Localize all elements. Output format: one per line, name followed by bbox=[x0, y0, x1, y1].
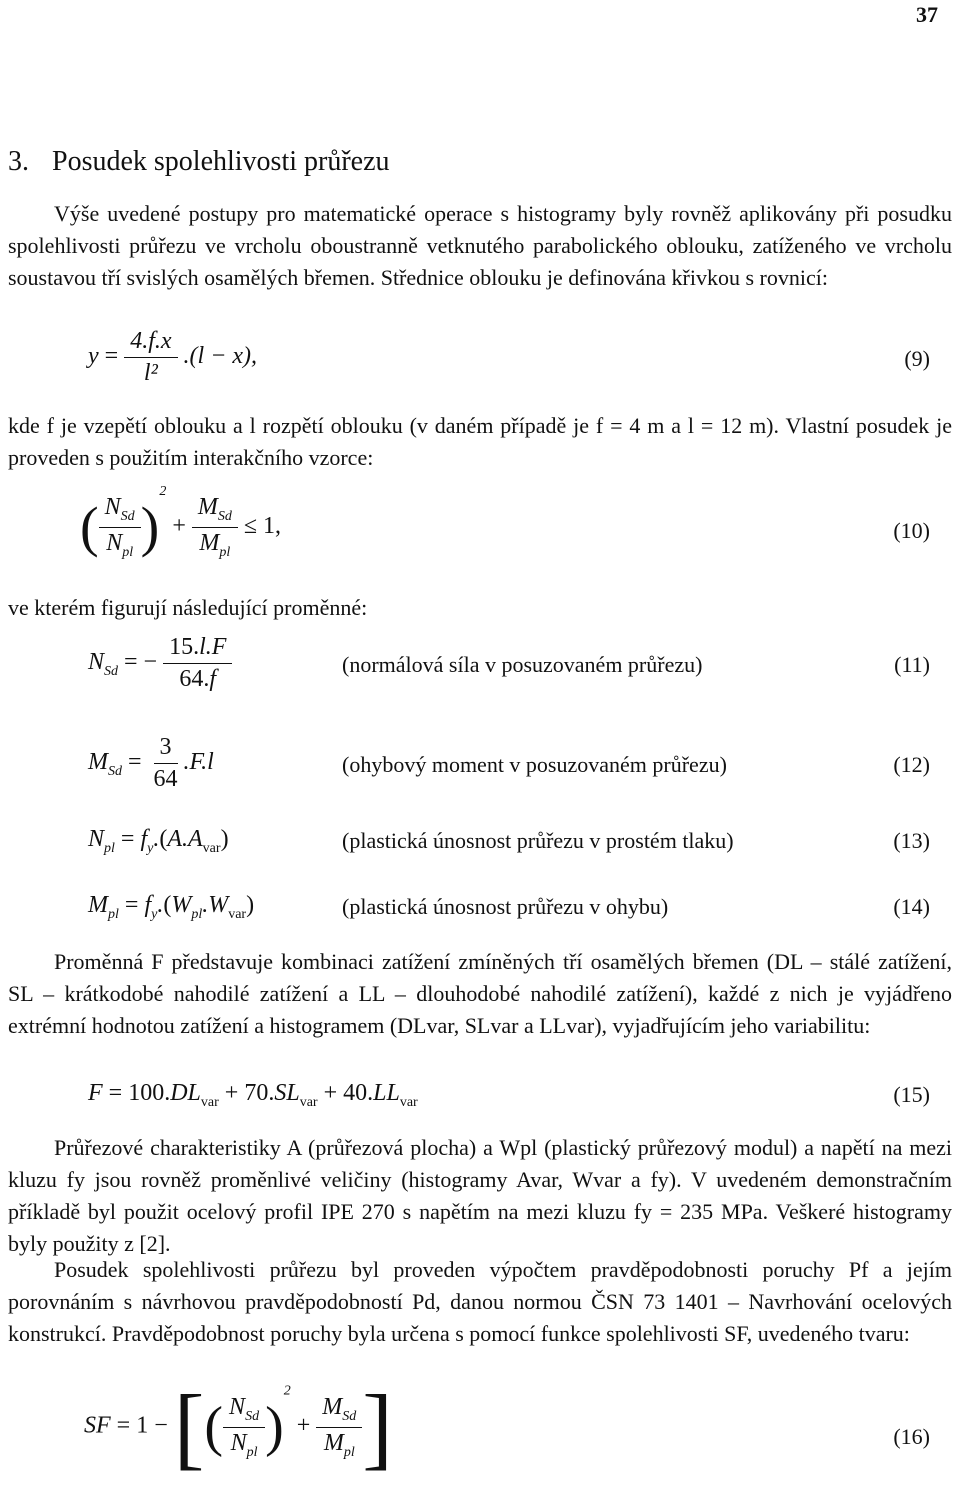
equation-12: $M_{Sd}$ = $\frac{3}{64}$ .F.l (ohybový moment v posuzovaném průřezu) (12) bbox=[88, 734, 930, 792]
equation-13: $N_{pl} = f_y.(A.A_{var})$ (plastická únosnost průřezu v prostém tlaku) (13) bbox=[88, 826, 930, 856]
page-number: 37 bbox=[916, 2, 938, 27]
paragraph-variables: ve kterém figurují následující proměnné: bbox=[8, 595, 368, 620]
paragraph-intro: Výše uvedené postupy pro matematické operace s histogramy byly rovněž aplikovány při posudku spolehlivosti průřezu ve vrcholu oboustranně vetknutého parabolického oblouku, zatíženého ve vrcholu soustavou tří svislých osamělých břemen. Střednice oblouku je definována křivkou s rovnicí: bbox=[8, 201, 952, 290]
equation-15: $F = 100.DL_{var} + 70.SL_{var} + 40.LL_{var}$ (15) bbox=[88, 1080, 930, 1110]
equation-description: (normálová síla v posuzovaném průřezu) bbox=[342, 652, 703, 677]
equation-11: $N_{Sd}$ = − $\frac{15.l.F}{64.f}$ (normálová síla v posuzovaném průřezu) (11) bbox=[88, 634, 930, 692]
equation-number: (14) bbox=[893, 894, 930, 919]
equation-16: SF = 1 − [( $\frac{N_{Sd}}{N_{pl}}$ )$^2$ + $\frac{M_{Sd}}{M_{pl}}$ ] (16) bbox=[84, 1376, 930, 1478]
equation-number: (11) bbox=[894, 652, 930, 677]
equation-number: (12) bbox=[893, 752, 930, 777]
equation-number: (13) bbox=[893, 828, 930, 853]
section-number: 3. bbox=[8, 146, 29, 177]
equation-14: $M_{pl} = f_y.(W_{pl}.W_{var})$ (plastická únosnost průřezu v ohybu) (14) bbox=[88, 892, 930, 922]
equation-number: (16) bbox=[893, 1424, 930, 1449]
section-title: Posudek spolehlivosti průřezu bbox=[52, 146, 390, 177]
equation-number: (9) bbox=[904, 346, 930, 371]
paragraph-section-properties: Průřezové charakteristiky A (průřezová plocha) a Wpl (plastický průřezový modul) a napětí na mezi kluzu fy jsou rovněž proměnlivé veličiny (histogramy Avar, Wvar a fy). V uvedeném demonstračním příkladě byl použit ocelový profil IPE 270 s napětím na mezi kluzu fy = 235 MPa. Veškeré histogramy byly použity z [2]. bbox=[8, 1135, 952, 1256]
equation-10: ( $\frac{N_{Sd}}{N_{pl}}$ )$^2$ + $\frac{M_{Sd}}{M_{pl}}$ ≤ 1, (10) bbox=[80, 484, 930, 560]
paragraph-load-combination: Proměnná F představuje kombinaci zatížení zmíněných tří osamělých břemen (DL – stálé zatížení, SL – krátkodobé nahodilé zatížení a LL – dlouhodobé nahodilé zatížení), každé z nich je vyjádřeno extrémní hodnotou zatížení a histogramem (DLvar, SLvar a LLvar), vyjadřujícím jeho variabilitu: bbox=[8, 949, 952, 1038]
paragraph-reliability: Posudek spolehlivosti průřezu byl proveden výpočtem pravděpodobnosti poruchy Pf a jejím porovnáním s návrhovou pravděpodobností Pd, danou normou ČSN 73 1401 – Navrhování ocelových konstrukcí. Pravděpodobnost poruchy byla určena s pomocí funkce spolehlivosti SF, uvedeného tvaru: bbox=[8, 1257, 952, 1346]
equation-description: (ohybový moment v posuzovaném průřezu) bbox=[342, 752, 727, 777]
section-heading bbox=[8, 146, 390, 178]
equation-description: (plastická únosnost průřezu v prostém tlaku) bbox=[342, 828, 734, 853]
equation-9: y = $\frac{4.f.x}{\text{l²}}$ .(l − x), (9) bbox=[88, 328, 930, 386]
equation-number: (15) bbox=[893, 1082, 930, 1107]
paragraph-definitions: kde f je vzepětí oblouku a l rozpětí oblouku (v daném případě je f = 4 m a l = 12 m). Vlastní posudek je proveden s použitím interakčního vzorce: bbox=[8, 413, 952, 470]
equation-number: (10) bbox=[893, 518, 930, 543]
equation-description: (plastická únosnost průřezu v ohybu) bbox=[342, 894, 669, 919]
